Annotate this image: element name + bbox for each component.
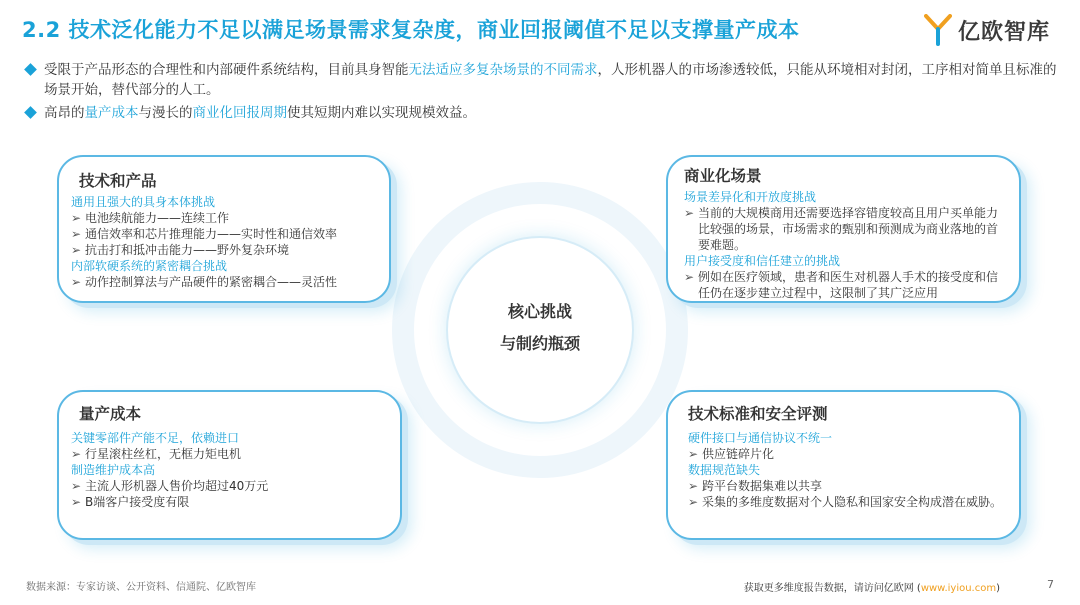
page-number: 7 <box>1047 578 1054 591</box>
card-item-text: 采集的多维度数据对个人隐私和国家安全构成潜在威胁。 <box>702 495 1003 509</box>
card-tech-product <box>57 155 391 303</box>
card-item-text: 当前的大规模商用还需要选择容错度较高且用户买单能力比较强的场景，市场需求的甄别和预测成为商业落地的首要难题。 <box>698 206 999 252</box>
arrow-icon: ➢ <box>71 447 82 461</box>
bullet-text: ，人形机器人的市场渗透较低，只能从环境相对封闭，工序相对简单且标准的场景开始，替代部分的人工。 <box>44 62 1057 98</box>
card-item-text: 供应链碎片化 <box>702 447 775 461</box>
card-subheading: 关键零部件产能不足，依赖进口 <box>71 431 240 445</box>
card-item-text: 动作控制算法与产品硬件的紧密耦合——灵活性 <box>85 275 338 289</box>
arrow-icon: ➢ <box>688 447 699 461</box>
arrow-icon: ➢ <box>71 211 82 225</box>
bullet-highlight: 无法适应多复杂场景的不同需求 <box>408 62 598 78</box>
arrow-icon: ➢ <box>684 270 695 284</box>
card-item <box>71 478 390 494</box>
arrow-icon: ➢ <box>684 206 695 220</box>
card-title: 技术标准和安全评测 <box>688 405 828 423</box>
card-item <box>688 478 1005 494</box>
arrow-icon: ➢ <box>71 243 82 257</box>
bullet-item <box>26 60 1061 100</box>
footer-more-text: ) <box>996 583 1000 594</box>
card-item-text: 行星滚柱丝杠，无框力矩电机 <box>85 447 242 461</box>
card-title: 商业化场景 <box>684 167 762 185</box>
card-item <box>684 205 1005 253</box>
card-item <box>71 242 379 258</box>
card-item <box>71 446 390 462</box>
page-title: 2.2 技术泛化能力不足以满足场景需求复杂度，商业回报阈值不足以支撑量产成本 <box>22 18 800 42</box>
diamond-bullet-icon <box>24 106 37 119</box>
bullet-text: 与漫长的 <box>138 105 193 121</box>
card-mass-production-cost <box>57 390 402 540</box>
bullet-text: 受限于产品形态的合理性和内部硬件系统结构，目前具身智能 <box>44 62 409 78</box>
card-item <box>71 494 390 510</box>
center-label-line2: 与制约瓶颈 <box>499 334 580 353</box>
intro-bullets <box>26 60 1061 126</box>
website-link[interactable]: www.iyiou.com <box>920 583 997 594</box>
arrow-icon: ➢ <box>71 227 82 241</box>
logo-y-icon <box>924 14 952 46</box>
card-standards-safety <box>666 390 1021 540</box>
arrow-icon: ➢ <box>71 275 82 289</box>
bullet-highlight: 量产成本 <box>84 105 139 121</box>
diamond-bullet-icon <box>24 63 37 76</box>
card-subheading: 数据规范缺失 <box>688 463 761 477</box>
card-item <box>71 274 379 290</box>
center-label-line1: 核心挑战 <box>507 302 572 321</box>
bullet-text: 高昂的 <box>44 105 85 121</box>
bullet-item <box>26 103 1061 123</box>
card-item-text: 抗击打和抵冲击能力——野外复杂环境 <box>85 243 290 257</box>
card-item <box>688 494 1005 510</box>
card-subheading: 硬件接口与通信协议不统一 <box>688 431 833 445</box>
bullet-highlight: 商业化回报周期 <box>192 105 287 121</box>
card-item-text: 电池续航能力——连续工作 <box>85 211 230 225</box>
card-item-text: B端客户接受度有限 <box>85 495 190 509</box>
card-title: 量产成本 <box>79 405 142 423</box>
card-item <box>688 446 1005 462</box>
card-subheading: 制造维护成本高 <box>71 463 156 477</box>
card-item <box>684 269 1005 301</box>
footer-more-info <box>744 579 1000 594</box>
card-item <box>71 210 379 226</box>
bullet-text: 使其短期内难以实现规模效益。 <box>287 105 476 121</box>
card-item-text: 通信效率和芯片推理能力——实时性和通信效率 <box>85 227 338 241</box>
card-title: 技术和产品 <box>79 172 157 190</box>
card-subheading: 场景差异化和开放度挑战 <box>684 190 817 204</box>
card-subheading: 内部软硬系统的紧密耦合挑战 <box>71 259 228 273</box>
card-subheading: 通用且强大的具身本体挑战 <box>71 195 216 209</box>
arrow-icon: ➢ <box>688 479 699 493</box>
card-item <box>71 226 379 242</box>
center-label <box>446 296 634 360</box>
card-item-text: 跨平台数据集难以共享 <box>702 479 823 493</box>
brand-logo <box>924 14 1050 46</box>
logo-text: 亿欧智库 <box>957 19 1050 45</box>
data-source-note: 数据来源：专家访谈、公开资料、信通院、亿欧智库 <box>26 582 256 593</box>
card-subheading: 用户接受度和信任建立的挑战 <box>684 254 841 268</box>
arrow-icon: ➢ <box>71 479 82 493</box>
card-item-text: 例如在医疗领域，患者和医生对机器人手术的接受度和信任仍在逐步建立过程中，这限制了其广泛应用 <box>698 270 999 300</box>
footer-more-text: 获取更多维度报告数据，请访问亿欧网 ( <box>743 583 921 594</box>
arrow-icon: ➢ <box>688 495 699 509</box>
arrow-icon: ➢ <box>71 495 82 509</box>
card-business-scenario <box>666 155 1021 303</box>
card-item-text: 主流人形机器人售价均超过40万元 <box>85 479 269 493</box>
